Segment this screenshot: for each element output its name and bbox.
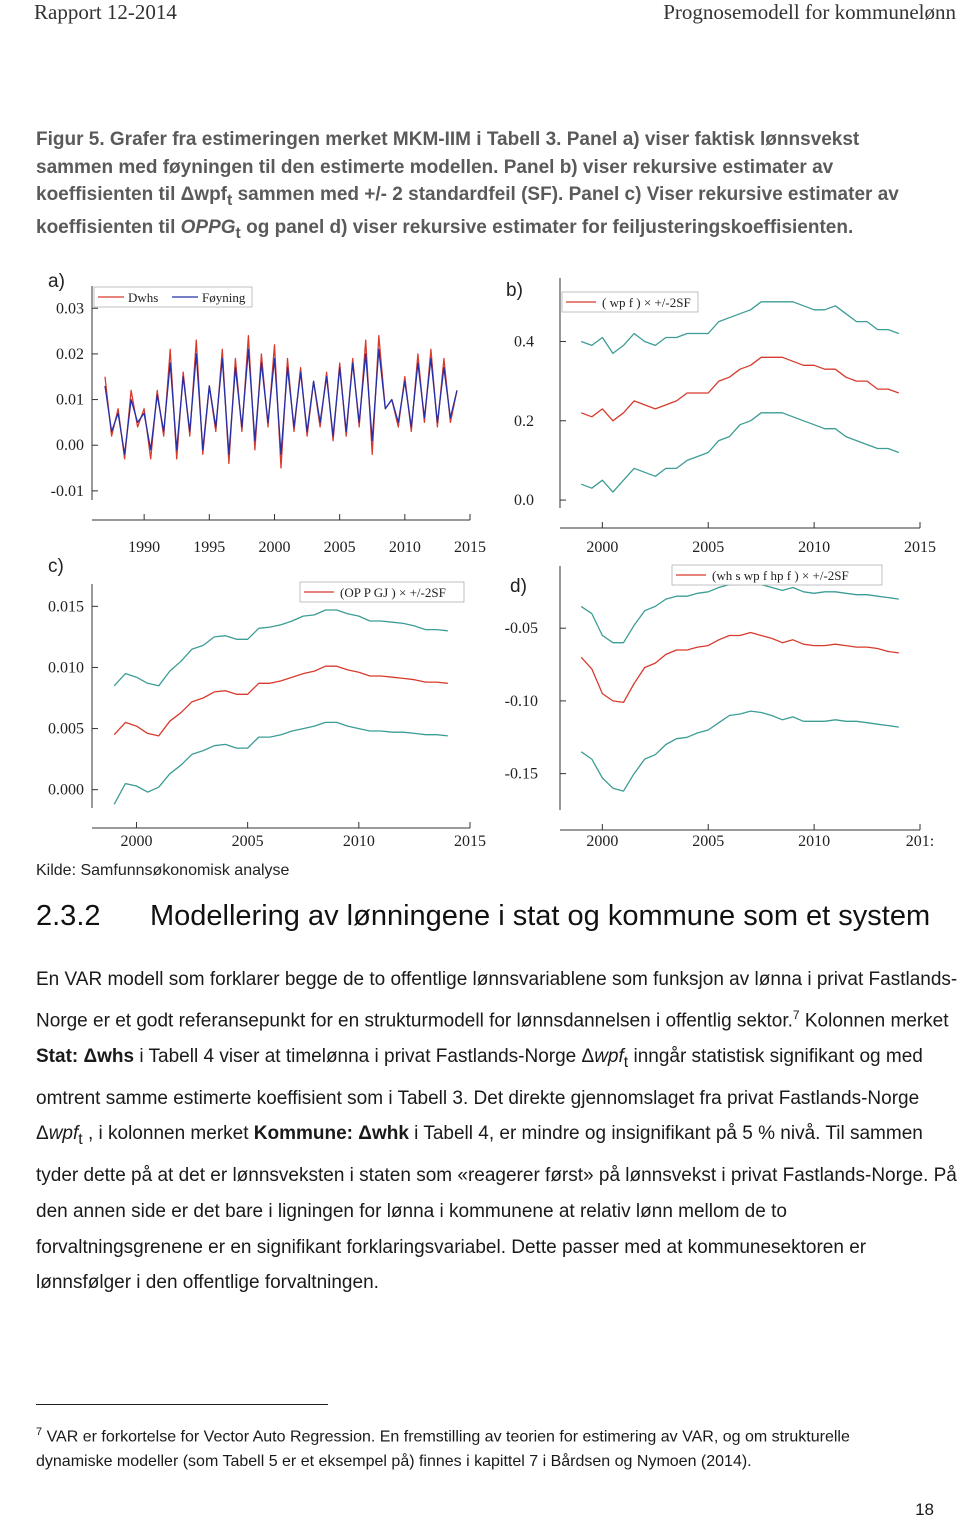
y-tick-label: 0.03 bbox=[56, 300, 84, 318]
caption-line: sammen med +/- 2 standardfeil (SF). Panel c) Viser rekursive estimater av bbox=[232, 184, 899, 205]
x-tick-label: 2005 bbox=[692, 833, 725, 850]
x-tick-label: 2010 bbox=[798, 833, 831, 850]
x-tick-label: 1995 bbox=[193, 539, 226, 556]
x-tick-label: 2010 bbox=[798, 539, 831, 556]
x-tick-label: 2010 bbox=[342, 833, 375, 850]
y-tick-label: -0.05 bbox=[504, 620, 538, 638]
legend-label: Føyning bbox=[202, 290, 246, 305]
header-left: Rapport 12-2014 bbox=[34, 0, 177, 24]
y-tick-label: 0.000 bbox=[48, 781, 84, 799]
caption-line: Figur 5. Grafer fra estimeringen merket MKM-IIM i Tabell 3. Panel a) viser faktisk lønnsvekst bbox=[36, 129, 860, 150]
footnote-number: 7 bbox=[36, 1426, 43, 1438]
series-line-estimate bbox=[114, 666, 448, 736]
series-line-estimate bbox=[581, 633, 899, 703]
y-tick-label: 0.015 bbox=[48, 598, 84, 616]
caption-sub: t bbox=[227, 191, 233, 209]
x-tick-label: 2000 bbox=[120, 833, 153, 850]
x-tick-label: 2000 bbox=[586, 539, 619, 556]
y-tick-label: 0.005 bbox=[48, 720, 84, 738]
footnote bbox=[36, 1420, 926, 1474]
section-heading bbox=[36, 900, 930, 933]
panel-label-b: b) bbox=[506, 280, 523, 301]
header-right: Prognosemodell for kommunelønn bbox=[663, 0, 956, 24]
section-title-text: Modellering av lønningene i stat og kommune som et system bbox=[150, 900, 931, 932]
panel-label-a: a) bbox=[48, 271, 65, 292]
footnote-divider bbox=[36, 1404, 328, 1405]
y-tick-label: -0.01 bbox=[50, 482, 84, 500]
y-tick-label: -0.15 bbox=[504, 765, 538, 783]
x-tick-label: 2015 bbox=[904, 539, 936, 556]
body-sub: t bbox=[78, 1131, 83, 1149]
body-sub: t bbox=[623, 1053, 629, 1071]
x-tick-label: 2015 bbox=[454, 539, 486, 556]
panel-label-d: d) bbox=[510, 576, 527, 597]
series-line-upper bbox=[581, 582, 899, 643]
body-bold: Stat: Δwhs bbox=[36, 1045, 135, 1067]
y-tick-label: 0.00 bbox=[56, 437, 84, 455]
x-tick-label: 2005 bbox=[231, 833, 264, 850]
legend-label: (wh s wp f hp f ) × +/-2SF bbox=[712, 568, 849, 583]
body-paragraph bbox=[36, 962, 958, 1301]
y-tick-label: 0.2 bbox=[514, 412, 534, 430]
caption-sub: t bbox=[235, 225, 241, 243]
body-text: i Tabell 4, er mindre og insignifikant på 5 % nivå. Til sammen tyder dette på at det er lønnsveksten i staten som «reagerer først» på lønnsvekst i privat Fastlands-Norge. På den annen side er det bare i ligningen for lønna i kommunene at relativ lønn mellom de to forvaltningsgrenene er en signifikant forklaringsvariabel. Dette passer med at kommunesektoren er lønnsfølger i den offentlige forvaltningen. bbox=[36, 1123, 957, 1294]
body-italic: wpf bbox=[594, 1045, 624, 1067]
body-text: i Tabell 4 viser at timelønna i privat Fastlands-Norge Δ bbox=[134, 1045, 595, 1067]
y-tick-label: 0.4 bbox=[514, 333, 534, 351]
legend-label: ( wp f ) × +/-2SF bbox=[602, 295, 691, 310]
x-tick-label: 2015 bbox=[454, 833, 486, 850]
x-tick-label: 2000 bbox=[586, 833, 619, 850]
x-tick-label: 2000 bbox=[258, 539, 291, 556]
y-tick-label: 0.010 bbox=[48, 659, 84, 677]
series-line-føyning bbox=[105, 349, 457, 454]
body-italic: wpf bbox=[48, 1123, 79, 1145]
body-text: , i kolonnen merket bbox=[82, 1123, 254, 1145]
caption-line: koeffisienten til bbox=[36, 217, 181, 239]
body-text: Kolonnen merket bbox=[799, 1010, 949, 1032]
y-tick-label: 0.01 bbox=[56, 391, 84, 409]
figure-source: Kilde: Samfunnsøkonomisk analyse bbox=[36, 862, 290, 879]
legend-label: (OP P GJ ) × +/-2SF bbox=[340, 585, 446, 600]
legend-label: Dwhs bbox=[128, 290, 159, 305]
series-line-lower bbox=[581, 711, 899, 791]
footnote-text: VAR er forkortelse for Vector Auto Regression. En fremstilling av teorien for estimering av VAR, og om strukturelle dynamiske modeller (som Tabell 5 er et eksempel på) finnes i kapittel 7 i Bårdsen og Nymoen (2014). bbox=[36, 1428, 850, 1471]
body-text: En VAR modell som forklarer begge de to offentlige lønnsvariablene som funksjon av lønna i privat Fastlands-Norge er et godt referansepunkt for en strukturmodell for lønnsdannelsen i offentlig sektor. bbox=[36, 969, 958, 1032]
y-tick-label: 0.02 bbox=[56, 345, 84, 363]
series-line-lower bbox=[114, 722, 448, 804]
body-text: inngår statistisk signifikant og med omtrent samme estimerte koeffisient som i Tabell 3. Det direkte gjennomslaget fra privat Fastlands-Norge Δ bbox=[36, 1045, 923, 1145]
x-tick-label: 2005 bbox=[692, 539, 725, 556]
series-line-lower bbox=[581, 413, 899, 492]
series-line-upper bbox=[114, 610, 448, 686]
x-tick-label: 1990 bbox=[128, 539, 161, 556]
x-tick-label: 2005 bbox=[323, 539, 356, 556]
section-number: 2.3.2 bbox=[36, 900, 101, 932]
panel-label-c: c) bbox=[48, 556, 64, 577]
caption-line: koeffisienten til Δwpf bbox=[36, 184, 228, 205]
body-bold: Kommune: Δwhk bbox=[253, 1123, 409, 1145]
y-tick-label: -0.10 bbox=[504, 692, 538, 710]
page-number: 18 bbox=[915, 1500, 934, 1519]
caption-line: sammen med føyningen til den estimerte modellen. Panel b) viser rekursive estimater av bbox=[36, 156, 834, 178]
y-tick-label: 0.0 bbox=[514, 492, 534, 510]
caption-line: og panel d) viser rekursive estimater for feiljusteringskoeffisienten. bbox=[240, 217, 854, 239]
caption-italic: OPPG bbox=[180, 217, 236, 239]
x-tick-label: 201: bbox=[905, 833, 935, 850]
footnote-ref[interactable]: 7 bbox=[792, 1007, 800, 1022]
series-line-estimate bbox=[581, 357, 899, 421]
x-tick-label: 2010 bbox=[388, 539, 421, 556]
